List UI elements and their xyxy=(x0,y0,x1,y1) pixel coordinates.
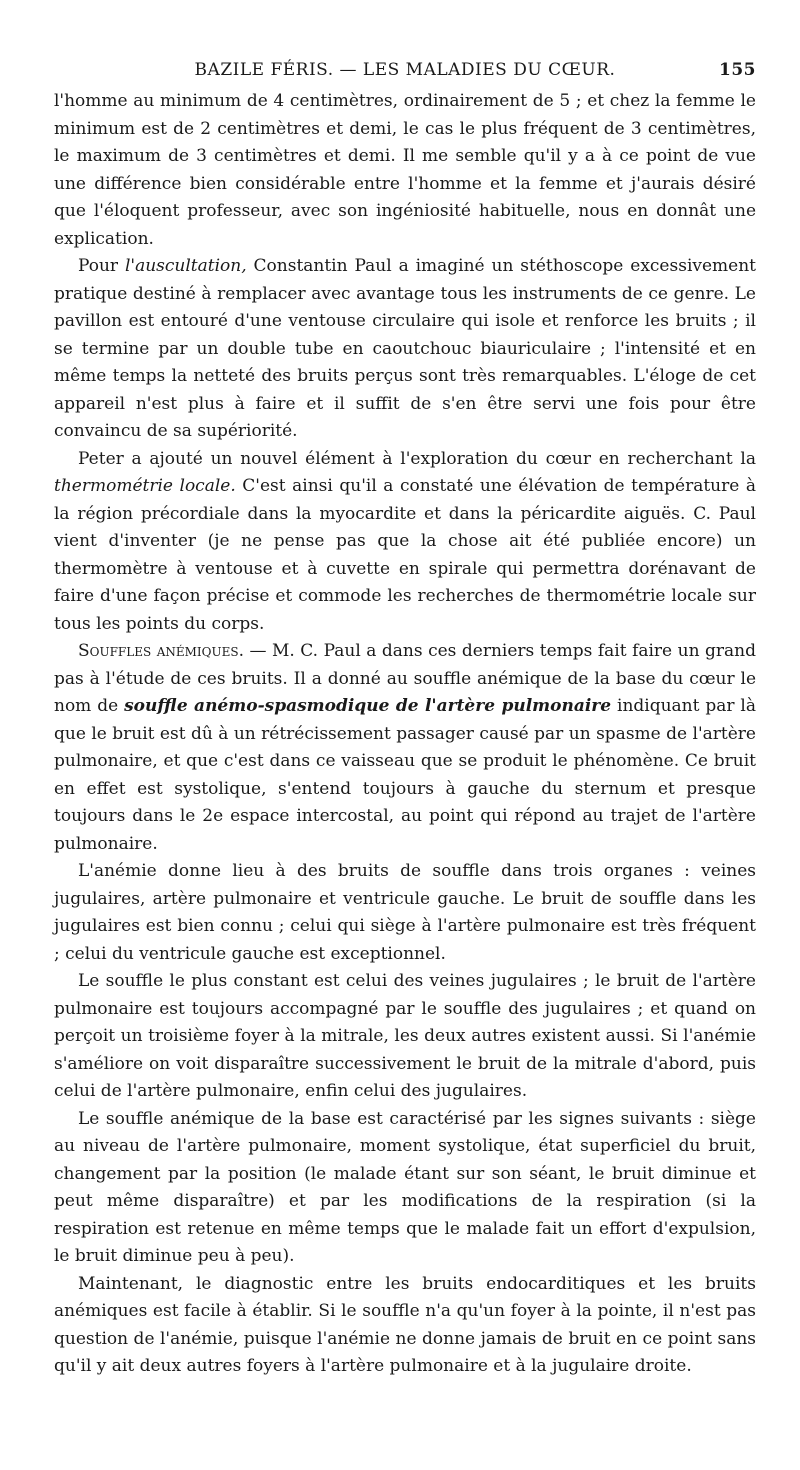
paragraph-4 xyxy=(54,638,756,858)
paragraph-2-text: Constantin Paul a imaginé un stéthoscope excessivement pratique destiné à remplacer avec avantage tous les instruments de ce genre. Le pavillon est entouré d'une ventouse circulaire qui isole et renforce les bruits ; il se termine par un double tube en caoutchouc biauriculaire ; l'intensité et en même temps la netteté des bruits perçus sont très remarquables. L'éloge de cet appareil n'est plus à faire et il suffit de s'en être servi une fois pour être convaincu de sa supériorité. xyxy=(54,256,757,441)
paragraph-8-text: Maintenant, le diagnostic entre les bruits endocarditiques et les bruits anémiques est facile à établir. Si le souffle n'a qu'un foyer à la pointe, il n'est pas question de l'anémie, puisque l'anémie ne donne jamais de bruit en ce point sans qu'il y ait deux autres foyers à l'artère pulmonaire et à la jugulaire droite. xyxy=(54,1273,756,1376)
paragraph-3-lead: Peter a ajouté un nouvel élément à l'exploration du cœur en recherchant la xyxy=(78,448,756,469)
paragraph-3-emphasis: thermométrie locale. xyxy=(54,476,236,496)
paragraph-4-text: indiquant par là que le bruit est dû à un rétrécissement passager causé par un spasme de l'artère pulmonaire, et que c'est dans ce vaisseau que se produit le phénomène. Ce bruit en effet est systolique, s'entend toujours à gauche du sternum et presque toujours dans le 2e espace intercostal, au point qui répond au trajet de l'artère pulmonaire. xyxy=(54,696,756,854)
paragraph-6 xyxy=(54,968,756,1106)
paragraph-5 xyxy=(54,858,756,968)
body-text xyxy=(54,88,756,1381)
paragraph-2 xyxy=(54,253,756,446)
paragraph-1 xyxy=(54,88,756,253)
section-heading: Souffles anémiques. xyxy=(78,641,244,661)
paragraph-4-lead: — M. C. Paul a dans ces derniers temps fait faire un grand pas à l'étude de ces bruits. Il a donné au souffle anémique de la base du cœur le nom de xyxy=(54,641,756,716)
paragraph-2-emphasis: l'auscultation, xyxy=(124,256,247,276)
paragraph-2-lead: Pour xyxy=(78,256,125,276)
page-header xyxy=(54,58,756,88)
paragraph-7-text: Le souffle anémique de la base est caractérisé par les signes suivants : siège au niveau de l'artère pulmonaire, moment systolique, état superficiel du bruit, changement par la position (le malade étant sur son séant, le bruit diminue et peut même disparaître) et par les modifications de la respiration (si la respiration est retenue en même temps que le malade fait un effort d'expulsion, le bruit diminue peu à peu). xyxy=(54,1108,756,1266)
paragraph-6-text: Le souffle le plus constant est celui des veines jugulaires ; le bruit de l'artère pulmonaire est toujours accompagné par le souffle des jugulaires ; et quand on perçoit un troisième foyer à la mitrale, les deux autres existent aussi. Si l'anémie s'améliore on voit disparaître successivement le bruit de la mitrale d'abord, puis celui de l'artère pulmonaire, enfin celui des jugulaires. xyxy=(54,971,756,1101)
paragraph-8 xyxy=(54,1271,756,1381)
paragraph-3-text: C'est ainsi qu'il a constaté une élévation de température à la région précordiale dans la myocardite et dans la péricardite aiguës. C. Paul vient d'inventer (je ne pense pas que la chose ait été publiée encore) un thermomètre à ventouse et à cuvette en spirale qui permettra dorénavant de faire d'une façon précise et commode les recherches de thermométrie locale sur tous les points du corps. xyxy=(54,476,757,634)
running-title: BAZILE FÉRIS. — LES MALADIES DU CŒUR. xyxy=(194,60,616,80)
page-number: 155 xyxy=(719,60,756,80)
paragraph-5-text: L'anémie donne lieu à des bruits de souffle dans trois organes : veines jugulaires, artère pulmonaire et ventricule gauche. Le bruit de souffle dans les jugulaires est bien connu ; celui qui siège à l'artère pulmonaire est très fréquent ; celui du ventricule gauche est exceptionnel. xyxy=(54,861,756,964)
paragraph-1-text: l'homme au minimum de 4 centimètres, ordinairement de 5 ; et chez la femme le minimum est de 2 centimètres et demi, le cas le plus fréquent de 3 centimètres, le maximum de 3 centimètres et demi. Il me semble qu'il y a à ce point de vue une différence bien considérable entre l'homme et la femme et j'aurais désiré que l'éloquent professeur, avec son ingéniosité habituelle, nous en donnât une explication. xyxy=(54,91,756,249)
book-page xyxy=(54,58,756,1381)
paragraph-3 xyxy=(54,446,756,639)
paragraph-4-emphasis: souffle anémo-spasmodique de l'artère pulmonaire xyxy=(124,696,612,716)
paragraph-7 xyxy=(54,1106,756,1271)
